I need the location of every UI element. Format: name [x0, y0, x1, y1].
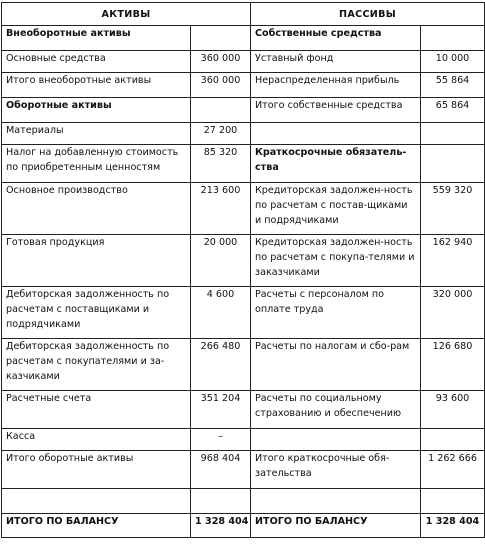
table-row [2, 123, 485, 145]
liability-label: Кредиторская задолжен-ность по расчетам с покупа-телями и заказчиками [251, 235, 421, 287]
asset-label: Основные средства [2, 51, 191, 73]
liability-value: 10 000 [421, 51, 485, 73]
asset-label: ИТОГО ПО БАЛАНСУ [2, 514, 191, 538]
liability-value: 320 000 [421, 287, 485, 339]
liability-value [421, 26, 485, 51]
liability-value: 93 600 [421, 391, 485, 429]
asset-label: Расчетные счета [2, 391, 191, 429]
asset-value [191, 489, 251, 514]
liability-value [421, 145, 485, 183]
asset-value: 4 600 [191, 287, 251, 339]
liability-value: 65 864 [421, 98, 485, 123]
asset-label: Оборотные активы [2, 98, 191, 123]
asset-value: 968 404 [191, 451, 251, 489]
liability-label [251, 489, 421, 514]
asset-value: – [191, 429, 251, 451]
liability-label: Итого собственные средства [251, 98, 421, 123]
table-row [2, 235, 485, 287]
asset-value: 213 600 [191, 183, 251, 235]
asset-label: Касса [2, 429, 191, 451]
liability-value [421, 123, 485, 145]
asset-label: Внеоборотные активы [2, 26, 191, 51]
liability-value: 1 262 666 [421, 451, 485, 489]
asset-label: Дебиторская задолженность по расчетам с покупателями и за-казчиками [2, 339, 191, 391]
table-row [2, 489, 485, 514]
asset-value [191, 98, 251, 123]
asset-value: 20 000 [191, 235, 251, 287]
liability-label: Кредиторская задолжен-ность по расчетам с постав-щиками и подрядчиками [251, 183, 421, 235]
table-row [2, 429, 485, 451]
asset-value: 266 480 [191, 339, 251, 391]
balance-sheet-table [1, 2, 485, 538]
asset-value: 360 000 [191, 51, 251, 73]
liability-label: Итого краткосрочные обя-зательства [251, 451, 421, 489]
liability-value [421, 429, 485, 451]
assets-header: АКТИВЫ [2, 3, 251, 26]
asset-label: Дебиторская задолженность по расчетам с поставщиками и подрядчиками [2, 287, 191, 339]
liability-label: Собственные средства [251, 26, 421, 51]
liability-value: 1 328 404 [421, 514, 485, 538]
liability-value: 55 864 [421, 73, 485, 98]
liabilities-header: ПАССИВЫ [251, 3, 485, 26]
liability-label: Расчеты с персоналом по оплате труда [251, 287, 421, 339]
asset-value: 1 328 404 [191, 514, 251, 538]
asset-label: Основное производство [2, 183, 191, 235]
asset-value: 27 200 [191, 123, 251, 145]
liability-label: Уставный фонд [251, 51, 421, 73]
table-row [2, 183, 485, 235]
table-row [2, 51, 485, 73]
liability-label: Расчеты по налогам и сбо-рам [251, 339, 421, 391]
table-row [2, 98, 485, 123]
asset-label: Материалы [2, 123, 191, 145]
asset-value: 351 204 [191, 391, 251, 429]
table-row [2, 339, 485, 391]
liability-label: ИТОГО ПО БАЛАНСУ [251, 514, 421, 538]
table-body [2, 26, 485, 538]
asset-value [191, 26, 251, 51]
asset-value: 360 000 [191, 73, 251, 98]
asset-label [2, 489, 191, 514]
table-row [2, 451, 485, 489]
table-row [2, 73, 485, 98]
liability-value: 559 320 [421, 183, 485, 235]
asset-label: Готовая продукция [2, 235, 191, 287]
asset-label: Итого внеоборотные активы [2, 73, 191, 98]
table-row [2, 391, 485, 429]
asset-label: Налог на добавленную стоимость по приобретенным ценностям [2, 145, 191, 183]
liability-label: Краткосрочные обязатель-ства [251, 145, 421, 183]
table-row [2, 26, 485, 51]
asset-value: 85 320 [191, 145, 251, 183]
liability-label [251, 429, 421, 451]
table-header-row [2, 3, 485, 26]
liability-value [421, 489, 485, 514]
table-row [2, 145, 485, 183]
liability-label: Расчеты по социальному страхованию и обеспечению [251, 391, 421, 429]
table-row [2, 287, 485, 339]
table-row [2, 514, 485, 538]
liability-value: 162 940 [421, 235, 485, 287]
liability-label: Нераспределенная прибыль [251, 73, 421, 98]
liability-value: 126 680 [421, 339, 485, 391]
asset-label: Итого оборотные активы [2, 451, 191, 489]
liability-label [251, 123, 421, 145]
